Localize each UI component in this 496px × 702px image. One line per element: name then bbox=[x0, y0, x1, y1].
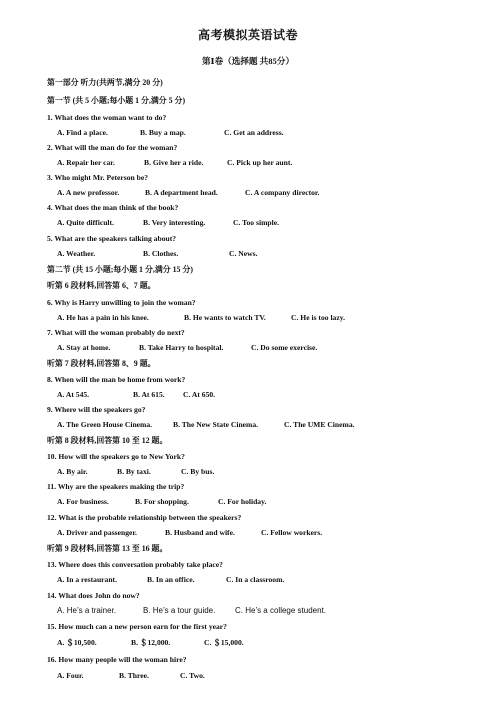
answer-options bbox=[57, 188, 319, 198]
question-text: 7. What will the woman probably do next? bbox=[47, 328, 185, 337]
option-c: C. By bus. bbox=[181, 467, 215, 476]
option-c: C. A company director. bbox=[245, 188, 320, 197]
option-b: B. In an office. bbox=[147, 575, 195, 584]
option-c: C. In a classroom. bbox=[226, 575, 285, 584]
option-b: B. By taxi. bbox=[117, 467, 151, 476]
answer-options bbox=[57, 343, 317, 353]
question-text: 2. What will the man do for the woman? bbox=[47, 143, 178, 152]
option-c: C. At 650. bbox=[183, 390, 216, 399]
option-b: B. Take Harry to hospital. bbox=[139, 343, 224, 352]
option-a: A. He has a pain in his knee. bbox=[57, 313, 149, 322]
option-a: A. Find a place. bbox=[57, 128, 108, 137]
option-c: C. The UME Cinema. bbox=[284, 420, 355, 429]
option-c: C. Too simple. bbox=[233, 218, 279, 227]
option-b: B. Give her a ride. bbox=[144, 158, 204, 167]
option-c: C. Fellow workers. bbox=[261, 528, 323, 537]
option-a: A. A new professor. bbox=[57, 188, 120, 197]
answer-options bbox=[57, 575, 284, 585]
option-b: B. He’s a tour guide. bbox=[143, 606, 216, 615]
question-text: 4. What does the man think of the book? bbox=[47, 203, 179, 212]
question-text: 15. How much can a new person earn for the first year? bbox=[47, 622, 227, 631]
option-b: B. A department head. bbox=[145, 188, 218, 197]
option-c: C. ＄15,000. bbox=[204, 638, 244, 647]
option-a: A. Stay at home. bbox=[57, 343, 111, 352]
option-a: A. He’s a trainer. bbox=[57, 606, 116, 615]
option-a: A. Driver and passenger. bbox=[57, 528, 137, 537]
question-text: 3. Who might Mr. Peterson be? bbox=[47, 173, 149, 182]
option-c: C. Do some exercise. bbox=[251, 343, 318, 352]
question-text: 8. When will the man be home from work? bbox=[47, 375, 186, 384]
answer-options bbox=[57, 218, 279, 228]
question-text: 1. What does the woman want to do? bbox=[47, 113, 167, 122]
option-a: A. The Green House Cinema. bbox=[57, 420, 153, 429]
listening-instruction: 听第 7 段材料,回答第 8、9 题。 bbox=[47, 359, 156, 368]
option-b: B. The New State Cinema. bbox=[173, 420, 259, 429]
section-heading: 第一节 (共 5 小题;每小题 1 分,满分 5 分) bbox=[47, 96, 186, 105]
option-a: A. At 545. bbox=[57, 390, 90, 399]
option-c: C. News. bbox=[229, 249, 258, 258]
listening-instruction: 听第 6 段材料,回答第 6、7 题。 bbox=[47, 281, 156, 290]
answer-options bbox=[57, 528, 322, 538]
question-text: 12. What is the probable relationship between the speakers? bbox=[47, 513, 242, 522]
option-c: C. Pick up her aunt. bbox=[227, 158, 293, 167]
option-b: B. Very interesting. bbox=[143, 218, 206, 227]
option-b: B. Buy a map. bbox=[140, 128, 186, 137]
answer-options bbox=[57, 497, 266, 507]
option-a: A. Weather. bbox=[57, 249, 96, 258]
option-b: B. Three. bbox=[119, 671, 149, 680]
answer-options bbox=[57, 420, 355, 430]
option-b: B. Clothes. bbox=[143, 249, 179, 258]
exam-subtitle: 第Ⅰ卷（选择题 共85分） bbox=[201, 56, 295, 66]
answer-options bbox=[57, 671, 205, 681]
listening-instruction: 听第 8 段材料,回答第 10 至 12 题。 bbox=[47, 436, 168, 445]
option-b: B. Husband and wife. bbox=[165, 528, 235, 537]
option-a: A. In a restaurant. bbox=[57, 575, 117, 584]
part-heading: 第一部分 听力(共两节,满分 20 分) bbox=[47, 78, 163, 87]
answer-options bbox=[57, 638, 244, 648]
question-text: 11. Why are the speakers making the trip? bbox=[47, 482, 185, 491]
question-text: 5. What are the speakers talking about? bbox=[47, 234, 177, 243]
option-b: B. He wants to watch TV. bbox=[184, 313, 266, 322]
option-c: C. He is too lazy. bbox=[291, 313, 345, 322]
answer-options bbox=[57, 467, 214, 477]
question-text: 16. How many people will the woman hire? bbox=[47, 655, 187, 664]
answer-options bbox=[57, 606, 326, 616]
answer-options bbox=[57, 128, 284, 138]
answer-options bbox=[57, 313, 345, 323]
option-b: B. At 615. bbox=[133, 390, 165, 399]
option-b: B. ＄12,000. bbox=[131, 638, 171, 647]
question-text: 10. How will the speakers go to New York? bbox=[47, 452, 185, 461]
option-c: C. Get an address. bbox=[224, 128, 284, 137]
question-text: 13. Where does this conversation probably take place? bbox=[47, 560, 223, 569]
exam-title: 高考模拟英语试卷 bbox=[197, 28, 298, 42]
option-c: C. For holiday. bbox=[218, 497, 267, 506]
option-a: A. ＄10,500. bbox=[57, 638, 97, 647]
option-a: A. Four. bbox=[57, 671, 84, 680]
option-a: A. By air. bbox=[57, 467, 88, 476]
option-c: C. Two. bbox=[180, 671, 205, 680]
answer-options bbox=[57, 390, 215, 400]
option-b: B. For shopping. bbox=[135, 497, 189, 506]
option-a: A. Quite difficult. bbox=[57, 218, 114, 227]
answer-options bbox=[57, 249, 257, 259]
question-text: 6. Why is Harry unwilling to join the woman? bbox=[47, 298, 196, 307]
answer-options bbox=[57, 158, 292, 168]
question-text: 14. What does John do now? bbox=[47, 591, 140, 600]
option-a: A. Repair her car. bbox=[57, 158, 115, 167]
option-c: C. He’s a college student. bbox=[235, 606, 327, 615]
section-heading: 第二节 (共 15 小题;每小题 1 分,满分 15 分) bbox=[47, 265, 193, 274]
listening-instruction: 听第 9 段材料,回答第 13 至 16 题。 bbox=[47, 544, 168, 553]
option-a: A. For business. bbox=[57, 497, 109, 506]
question-text: 9. Where will the speakers go? bbox=[47, 405, 146, 414]
